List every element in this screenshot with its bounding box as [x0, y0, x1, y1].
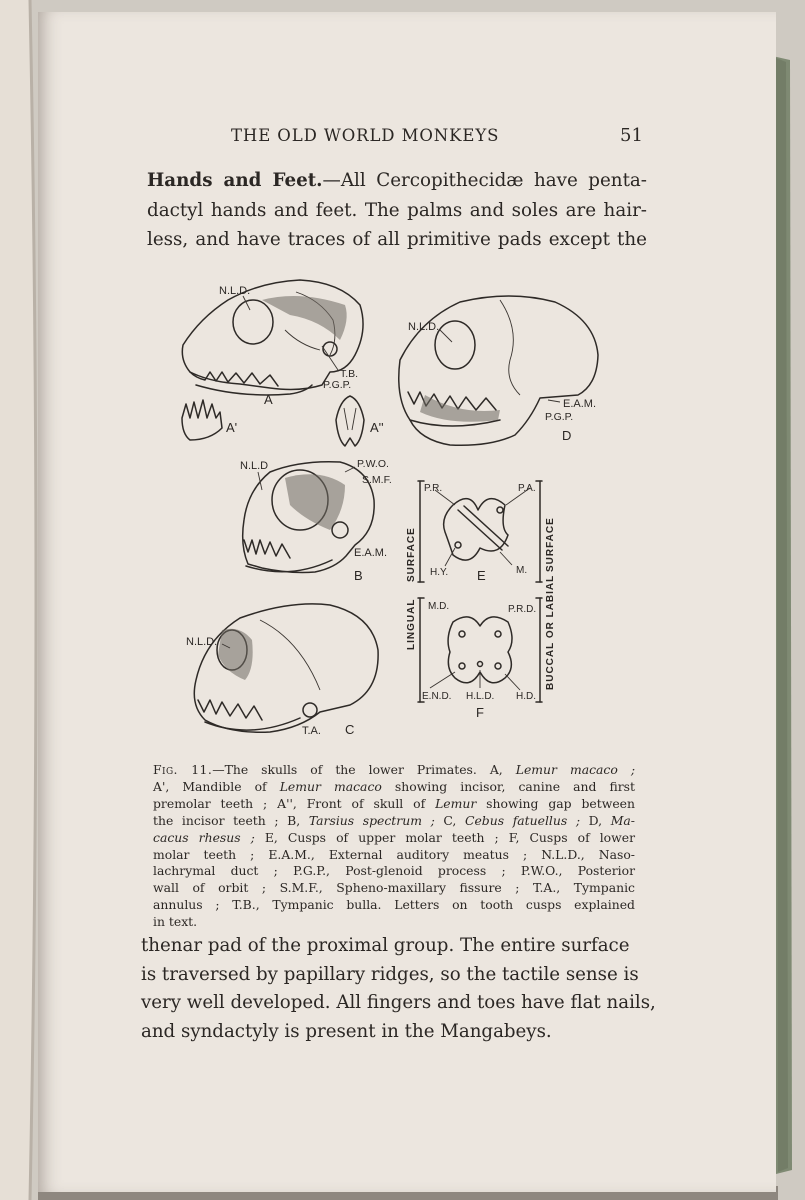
- caption-line-9: annulus ; T.B., Tympanic bulla. Letters on tooth cusps explained: [153, 897, 635, 913]
- caption-line-3: premolar teeth ; A'', Front of skull of Lemur showing gap between: [153, 795, 635, 811]
- label-pgp-d: P.G.P.: [545, 411, 574, 423]
- label-tb: T.B.: [340, 368, 359, 380]
- label-letter-a-double-prime: A'': [370, 420, 384, 435]
- caption-line-1: Fig. 11.—The skulls of the lower Primates. A, Lemur macaco ;: [153, 762, 635, 777]
- label-eam-d: E.A.M.: [563, 398, 597, 410]
- label-prd: P.R.D.: [508, 604, 537, 615]
- label-lingual: LINGUAL: [406, 598, 417, 650]
- label-hld: H.L.D.: [466, 691, 495, 702]
- label-letter-b: B: [354, 568, 363, 583]
- label-pr: P.R.: [424, 483, 443, 494]
- figure-leader-lines: [222, 296, 560, 648]
- label-letter-a: A: [264, 392, 273, 407]
- label-hy: H.Y.: [430, 567, 449, 578]
- label-pa: P.A.: [518, 483, 536, 494]
- section-heading: Hands and Feet.: [147, 170, 323, 191]
- label-letter-f: F: [476, 705, 484, 720]
- paragraph-top-line-2: dactyl hands and feet. The palms and soles are hair-: [147, 199, 647, 221]
- label-end: E.N.D.: [422, 691, 452, 702]
- label-surface-left: SURFACE: [406, 527, 417, 582]
- skull-front-a-double-prime-drawing: [336, 396, 364, 446]
- label-pgp: P.G.P.: [323, 379, 352, 391]
- label-letter-d: D: [562, 428, 572, 443]
- caption-line-4: the incisor teeth ; B, Tarsius spectrum ; C, Cebus fatuellus ; D, Ma-: [153, 812, 635, 828]
- page-number: 51: [620, 125, 643, 146]
- caption-line-10: in text.: [153, 914, 198, 930]
- label-letter-e: E: [477, 568, 486, 583]
- caption-fig-number: Fig. 11.: [153, 762, 213, 777]
- label-letter-a-prime: A': [226, 420, 238, 435]
- paragraph-bottom: [141, 932, 656, 1046]
- label-nld-b: N.L.D: [240, 460, 269, 472]
- caption-line-7: lachrymal duct ; P.G.P., Post-glenoid process ; P.W.O., Posterior: [153, 863, 635, 879]
- caption-line-6: molar teeth ; E.A.M., External auditory meatus ; N.L.D., Naso-: [153, 846, 635, 862]
- paragraph-top-line-3: less, and have traces of all primitive pads except the: [147, 229, 647, 250]
- mandible-a-prime-drawing: [182, 400, 222, 440]
- caption-line-2: A', Mandible of Lemur macaco showing incisor, canine and first: [153, 778, 635, 794]
- skull-a-drawing: [182, 280, 363, 395]
- label-surface-right: SURFACE: [545, 517, 556, 572]
- label-buccal-or-labial: BUCCAL OR LABIAL: [545, 574, 556, 690]
- label-nld-d: N.L.D.: [408, 321, 440, 333]
- label-m: M.: [516, 565, 528, 576]
- label-letter-c: C: [345, 722, 355, 737]
- label-smf: S.M.F.: [362, 474, 392, 486]
- figure-caption: [153, 762, 635, 931]
- paragraph-bottom-line-1: thenar pad of the proximal group. The entire surface: [141, 935, 630, 956]
- label-nld-c: N.L.D.: [186, 636, 218, 648]
- skull-c-drawing: [194, 604, 378, 732]
- label-ta: T.A.: [302, 725, 321, 737]
- paragraph-bottom-line-4: and syndactyly is present in the Mangabeys.: [141, 1020, 552, 1042]
- paragraph-bottom-line-3: very well developed. All fingers and toes have flat nails,: [141, 992, 656, 1014]
- label-hd: H.D.: [516, 691, 536, 702]
- label-eam-b: E.A.M.: [354, 547, 388, 559]
- caption-line-5: cacus rhesus ; E, Cusps of upper molar teeth ; F, Cusps of lower: [153, 829, 635, 845]
- paragraph-bottom-line-2: is traversed by papillary ridges, so the tactile sense is: [141, 963, 639, 985]
- caption-line-8: wall of orbit ; S.M.F., Spheno-maxillary fissure ; T.A., Tympanic: [153, 880, 635, 896]
- label-pwo: P.W.O.: [357, 458, 389, 470]
- paragraph-top-line-1: Hands and Feet.—All Cercopithecidæ have penta-: [147, 170, 647, 191]
- running-head: THE OLD WORLD MONKEYS: [231, 126, 500, 145]
- label-nld-a: N.L.D.: [219, 285, 251, 297]
- label-md: M.D.: [428, 601, 450, 612]
